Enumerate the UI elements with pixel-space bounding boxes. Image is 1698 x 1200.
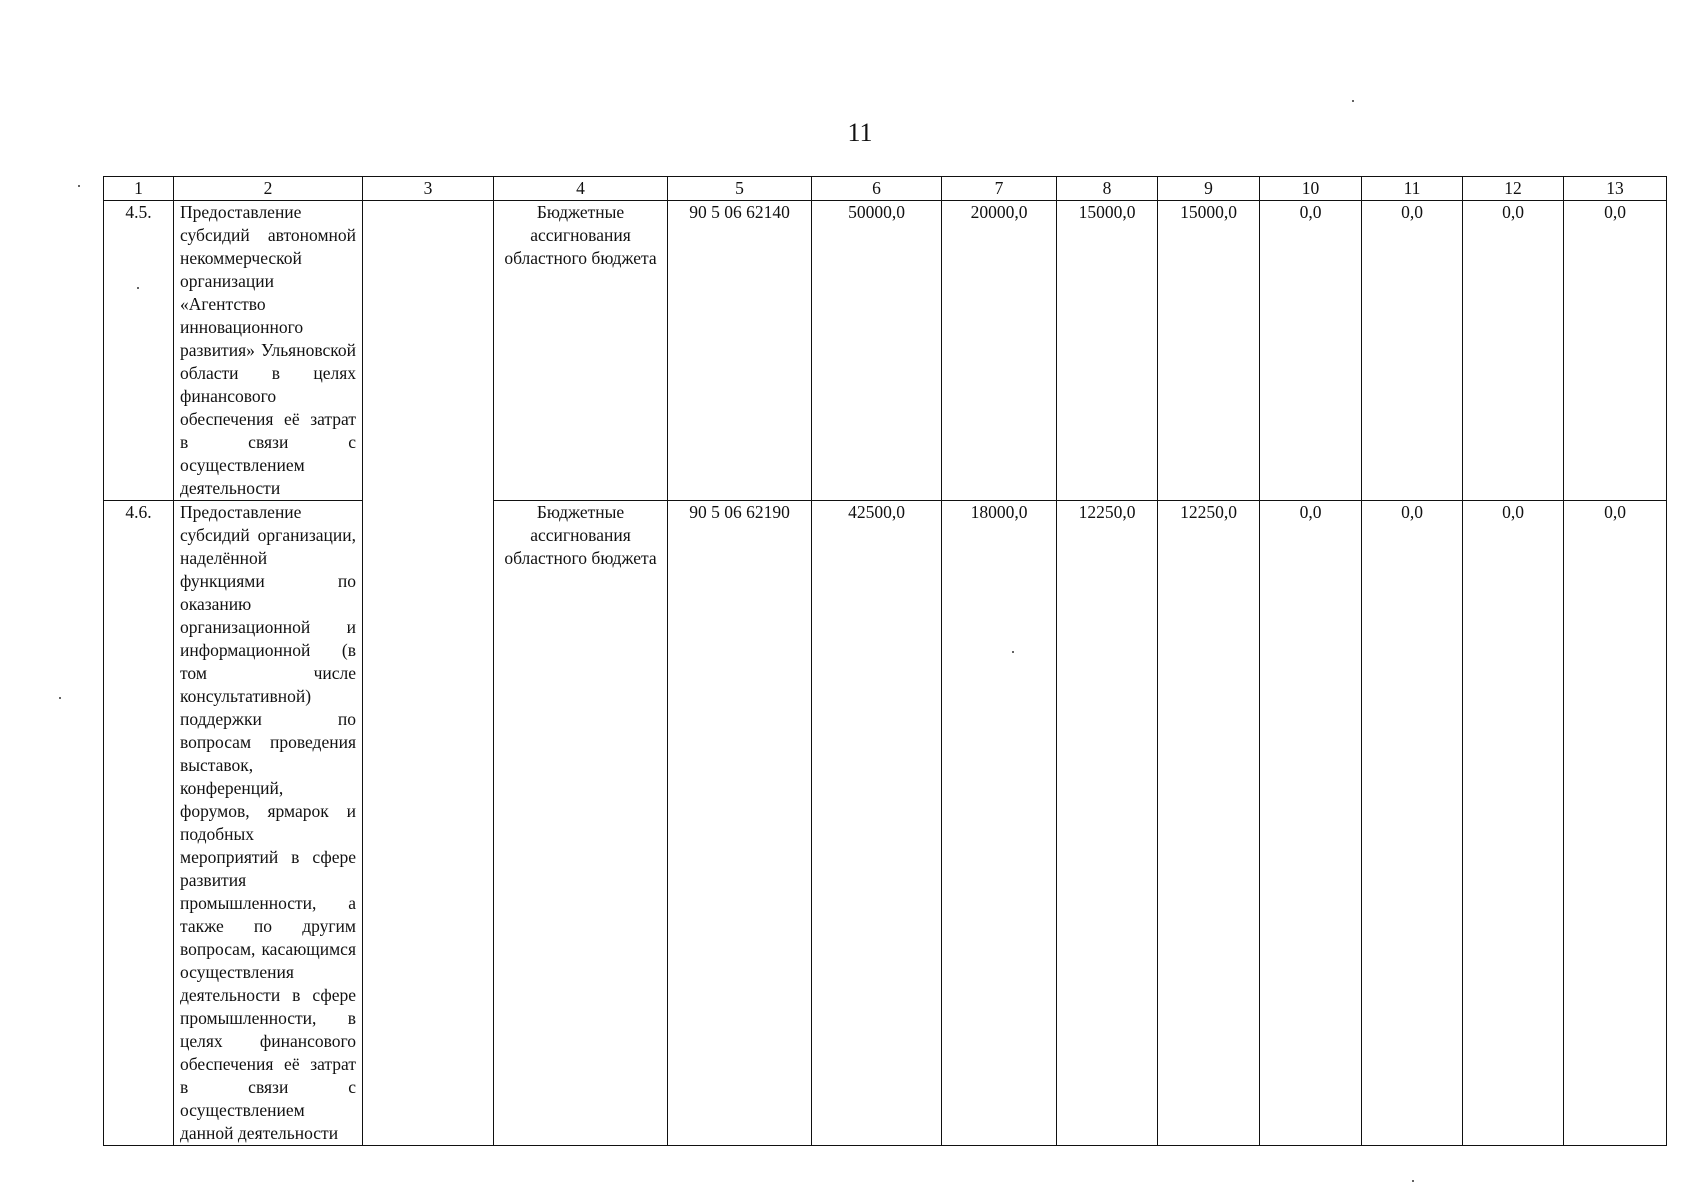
header-row [104, 177, 1667, 201]
column-header-12: 12 [1463, 177, 1564, 201]
table-row [104, 201, 1667, 501]
column-header-7: 7 [942, 177, 1057, 201]
value-col-11: 0,0 [1362, 501, 1463, 1146]
executor-cell [363, 201, 494, 1146]
scan-speck [78, 185, 80, 187]
scan-speck [1012, 651, 1014, 653]
scan-speck [137, 287, 139, 289]
budget-code: 90 5 06 62140 [668, 201, 812, 501]
column-header-5: 5 [668, 177, 812, 201]
value-col-11: 0,0 [1362, 201, 1463, 501]
row-number: 4.5. [104, 201, 174, 501]
value-col-13: 0,0 [1564, 201, 1667, 501]
scan-speck [1352, 100, 1354, 102]
value-col-10: 0,0 [1260, 501, 1362, 1146]
value-col-10: 0,0 [1260, 201, 1362, 501]
row-description: Предоставление субсидий автономной некоммерческой организации «Агентство инновационного развития» Ульяновской области в целях финансового обеспечения её затрат в связи с осуществлением деятельности [174, 201, 363, 501]
column-header-13: 13 [1564, 177, 1667, 201]
value-col-12: 0,0 [1463, 501, 1564, 1146]
column-header-4: 4 [494, 177, 668, 201]
column-header-8: 8 [1057, 177, 1158, 201]
value-col-9: 12250,0 [1158, 501, 1260, 1146]
value-col-13: 0,0 [1564, 501, 1667, 1146]
scan-speck [1412, 1180, 1414, 1182]
column-header-1: 1 [104, 177, 174, 201]
value-total: 50000,0 [812, 201, 942, 501]
column-header-9: 9 [1158, 177, 1260, 201]
column-header-6: 6 [812, 177, 942, 201]
row-description: Предоставление субсидий организации, наделённой функциями по оказанию организационной и информационной (в том числе консультативной) поддержки по вопросам проведения выставок, конференций, форумов, ярмарок и подобных мероприятий в сфере развития промышленности, а также по другим вопросам, касающимся осуществления деятельности в сфере промышленности, в целях финансового обеспечения её затрат в связи с осуществлением данной деятельности [174, 501, 363, 1146]
column-header-11: 11 [1362, 177, 1463, 201]
value-col-8: 15000,0 [1057, 201, 1158, 501]
budget-code: 90 5 06 62190 [668, 501, 812, 1146]
row-number: 4.6. [104, 501, 174, 1146]
value-col-12: 0,0 [1463, 201, 1564, 501]
funding-source: Бюджетные ассигнования областного бюджета [494, 201, 668, 501]
value-col-7: 20000,0 [942, 201, 1057, 501]
funding-source: Бюджетные ассигнования областного бюджета [494, 501, 668, 1146]
scan-speck [59, 697, 61, 699]
value-col-9: 15000,0 [1158, 201, 1260, 501]
value-col-7: 18000,0 [942, 501, 1057, 1146]
column-header-2: 2 [174, 177, 363, 201]
column-header-10: 10 [1260, 177, 1362, 201]
page-number: 11 [847, 118, 873, 147]
value-total: 42500,0 [812, 501, 942, 1146]
value-col-8: 12250,0 [1057, 501, 1158, 1146]
column-header-3: 3 [363, 177, 494, 201]
budget-table [103, 176, 1667, 1146]
table-row [104, 501, 1667, 1146]
